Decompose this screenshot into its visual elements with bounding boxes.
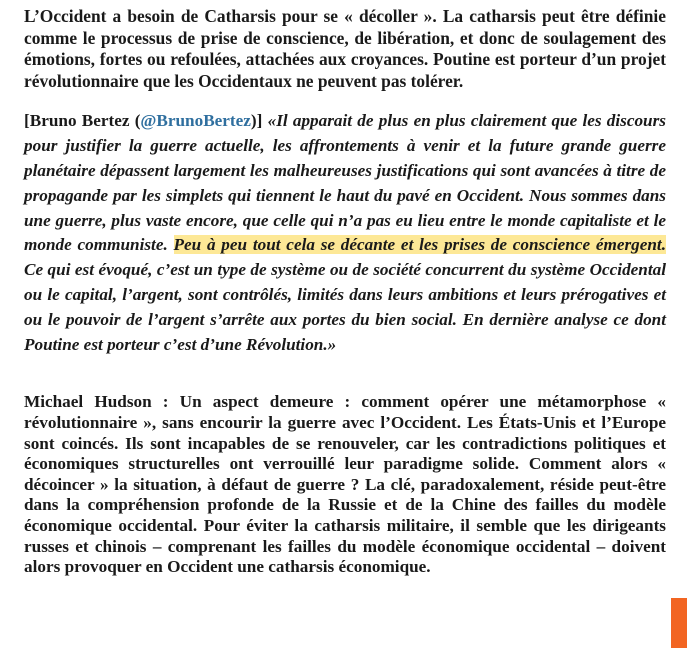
quote-author: Bruno Bertez <box>29 111 130 131</box>
article-body <box>24 6 666 578</box>
highlighted-quote: Peu à peu tout cela se décante et les prises de conscience émergent. <box>173 235 666 255</box>
paragraph-quote <box>24 109 666 357</box>
paren-close: )] <box>250 111 268 131</box>
open-bracket: [ <box>24 111 30 131</box>
author-handle-link[interactable]: @BrunoBertez <box>140 111 251 131</box>
paragraph-intro: L’Occident a besoin de Catharsis pour se « décoller ». La catharsis peut être définie comme le processus de prise de conscience, de libération, et donc de soulagement des émotions, fortes ou refoulées, attachées aux croyances. Poutine est porteur d’un projet révolutionnaire que les Occidentaux ne peuvent pas tolérer. <box>24 6 666 91</box>
paren-open: ( <box>129 111 141 131</box>
quote-text-start: «Il apparait de plus en plus clairement que les discours pour justifier la guerre actuelle, les affrontements à venir et la future grande guerre planétaire dépassent largement les malheureuses justifications qui sont avancées à titre de propagande par les simplets qui tiennent le haut du pavé en Occident. Nous sommes dans une guerre, plus vaste encore, que celle qui n’a pas eu lieu entre le monde capitaliste et le monde communiste. <box>24 111 666 255</box>
quote-text-end: Ce qui est évoqué, c’est un type de système ou de société concurrent du système Occidental ou le capital, l’argent, sont contrôlés, limités dans leurs ambitions et leurs prérogatives et ou le pouvoir de l’argent s’arrête aux portes du bien social. En dernière analyse ce dont Poutine est porteur c’est d’une Révolution.» <box>24 260 666 354</box>
paragraph-hudson: Michael Hudson : Un aspect demeure : comment opérer une métamorphose « révolutionnaire », sans encourir la guerre avec l’Occident. Les États-Unis et l’Europe sont coincés. Ils sont incapables de se renouveler, car les contradictions politiques et économiques structurelles ont verrouillé leur paradigme solide. Comment alors « décoincer » la situation, à défaut de guerre ? La clé, paradoxalement, réside peut-être dans la compréhension profonde de la Russie et de la Chine des failles du modèle économique occidental. Pour éviter la catharsis militaire, il semble que les dirigeants russes et chinois – comprenant les failles du modèle économique occidental – doivent alors provoquer en Occident une catharsis économique. <box>24 392 666 577</box>
orange-side-marker <box>671 598 687 648</box>
